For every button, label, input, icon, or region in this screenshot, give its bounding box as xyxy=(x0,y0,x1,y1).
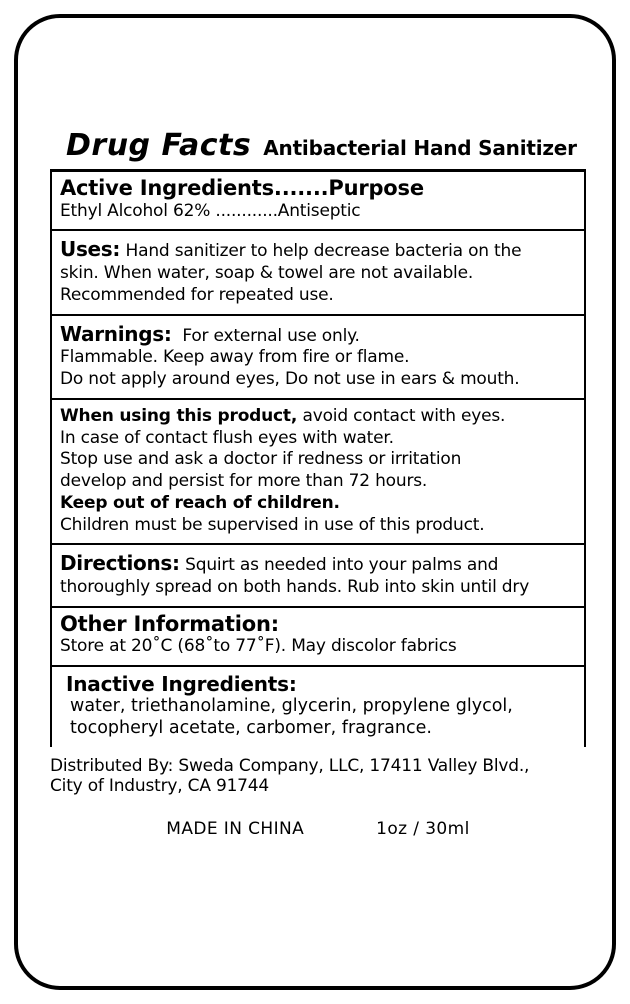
made-in-text: MADE IN CHINA xyxy=(166,818,305,839)
when-using-line-5: Children must be supervised in use of this product. xyxy=(60,514,485,535)
warnings-first-row xyxy=(60,321,576,348)
uses-first-row xyxy=(60,236,576,263)
product-name: Antibacterial Hand Sanitizer xyxy=(263,136,577,160)
when-using-line-2: In case of contact flush eyes with water. xyxy=(60,427,394,448)
directions-line-1: Squirt as needed into your palms and xyxy=(185,555,499,576)
label-inner xyxy=(50,128,586,839)
label-title-row xyxy=(50,128,586,169)
warnings-line-1: For external use only. xyxy=(182,325,360,346)
distributor-line-2: City of Industry, CA 91744 xyxy=(50,776,270,797)
warnings-line-2: Flammable. Keep away from fire or flame. xyxy=(60,347,410,368)
directions-first-row xyxy=(60,550,576,577)
warnings-line-3: Do not apply around eyes, Do not use in ears & mouth. xyxy=(60,369,520,390)
section-directions xyxy=(50,543,586,606)
footer-distributor xyxy=(50,756,586,797)
section-warnings xyxy=(50,314,586,398)
inactive-ingredients-line-1: water, triethanolamine, glycerin, propylene glycol, xyxy=(70,696,513,717)
section-active-ingredients xyxy=(50,169,586,229)
active-ingredients-heading: Active Ingredients.......Purpose xyxy=(60,176,424,200)
section-uses xyxy=(50,229,586,313)
when-using-line-4: develop and persist for more than 72 hours. xyxy=(60,471,428,492)
keep-out-of-reach-line: Keep out of reach of children. xyxy=(60,492,340,513)
warnings-heading: Warnings: xyxy=(60,321,172,346)
inactive-ingredients-line-2: tocopheryl acetate, carbomer, fragrance. xyxy=(70,717,432,738)
directions-line-2: thoroughly spread on both hands. Rub into skin until dry xyxy=(60,577,530,598)
uses-line-2: skin. When water, soap & towel are not available. xyxy=(60,263,474,284)
page-title: Drug Facts xyxy=(66,128,252,163)
inactive-ingredients-heading: Inactive Ingredients: xyxy=(66,672,297,697)
uses-heading: Uses: xyxy=(60,237,121,262)
when-using-heading: When using this product, xyxy=(60,405,298,426)
section-when-using xyxy=(50,398,586,544)
when-using-line-1: avoid contact with eyes. xyxy=(302,405,506,426)
active-ingredients-line: Ethyl Alcohol 62% ............Antiseptic xyxy=(60,200,361,221)
section-other-information xyxy=(50,606,586,665)
when-using-line-3: Stop use and ask a doctor if redness or irritation xyxy=(60,449,462,470)
section-inactive-ingredients xyxy=(50,665,586,747)
other-information-heading: Other Information: xyxy=(60,611,279,636)
directions-heading: Directions: xyxy=(60,551,180,576)
other-information-line-1: Store at 20˚C (68˚to 77˚F). May discolor fabrics xyxy=(60,636,457,657)
net-contents-text: 1oz / 30ml xyxy=(376,818,470,839)
drug-facts-label xyxy=(14,14,616,990)
when-using-first-row xyxy=(60,405,576,428)
uses-line-1: Hand sanitizer to help decrease bacteria on the xyxy=(125,241,522,262)
distributor-line-1: Distributed By: Sweda Company, LLC, 17411 Valley Blvd., xyxy=(50,755,530,776)
uses-line-3: Recommended for repeated use. xyxy=(60,284,334,305)
footer-origin-row xyxy=(50,819,586,839)
